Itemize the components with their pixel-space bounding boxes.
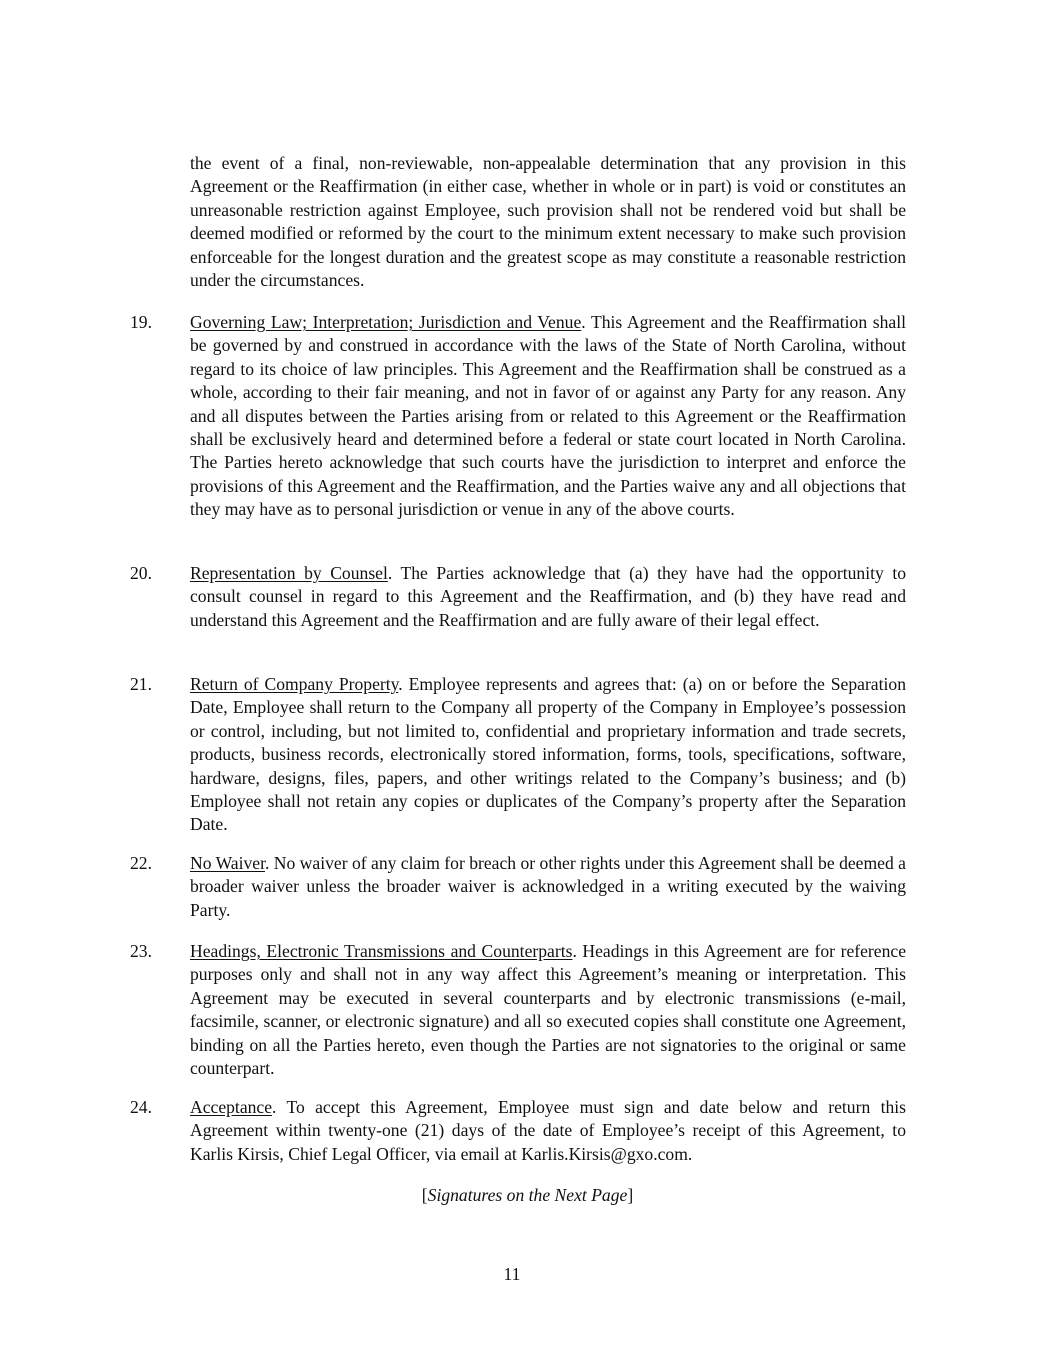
section-text: . Employee represents and agrees that: (a) on or before the Separation Date, Employee shall return to the Company all property of the Company in Employee’s possession or control, including, but not limited to, confidential and proprietary information and trade secrets, products, business records, electronically stored information, forms, tools, specifications, software, hardware, designs, files, papers, and other writings related to the Company’s business; and (b) Employee shall not retain any copies or duplicates of the Company’s property after the Separation Date.	[190, 674, 906, 835]
section-23	[130, 940, 906, 1080]
continued-paragraph: the event of a final, non-reviewable, non-appealable determination that any provision in this Agreement or the Reaffirmation (in either case, whether in whole or in part) is void or constitutes an unreasonable restriction against Employee, such provision shall not be rendered void but shall be deemed modified or reformed by the court to the minimum extent necessary to make such provision enforceable for the longest duration and the greatest scope as may constitute a reasonable restriction under the circumstances.	[190, 153, 906, 291]
section-21	[130, 673, 906, 837]
section-body	[190, 940, 906, 1080]
section-number: 22.	[130, 853, 152, 873]
section-body	[190, 673, 906, 837]
section-text: . The Parties acknowledge that (a) they have had the opportunity to consult counsel in regard to this Agreement and the Reaffirmation, and (b) they have read and understand this Agreement and the Reaffirmation and are fully aware of their legal effect.	[190, 563, 907, 630]
close-bracket: ]	[627, 1185, 634, 1205]
section-heading: Return of Company Property	[190, 674, 399, 694]
section-20	[130, 562, 906, 632]
section-heading: Headings, Electronic Transmissions and Counterparts	[190, 941, 573, 961]
page-number: 11	[503, 1264, 521, 1284]
section-heading: Representation by Counsel	[190, 563, 388, 583]
section-body	[190, 1096, 906, 1166]
section-22	[130, 852, 906, 922]
signature-page-note	[0, 1184, 1055, 1207]
section-number: 19.	[130, 312, 152, 332]
section-number: 24.	[130, 1097, 152, 1117]
signature-note-text: Signatures on the Next Page	[427, 1185, 628, 1205]
section-24	[130, 1096, 906, 1166]
section-body	[190, 311, 906, 522]
section-body	[190, 562, 906, 632]
section-number: 23.	[130, 941, 152, 961]
section-text: . To accept this Agreement, Employee must sign and date below and return this Agreement within twenty-one (21) days of the date of Employee’s receipt of this Agreement, to Karlis Kirsis, Chief Legal Officer, via email at Karlis.Kirsis@gxo.com.	[190, 1097, 906, 1164]
section-heading: Governing Law; Interpretation; Jurisdiction and Venue	[190, 312, 582, 332]
section-text: . Headings in this Agreement are for reference purposes only and shall not in any way affect this Agreement’s meaning or interpretation. This Agreement may be executed in several counterparts and by electronic transmissions (e-mail, facsimile, scanner, or electronic signature) and all so executed copies shall constitute one Agreement, binding on all the Parties hereto, even though the Parties are not signatories to the original or same counterpart.	[190, 941, 906, 1079]
open-bracket: [	[421, 1185, 428, 1205]
section-body	[190, 852, 906, 922]
section-number: 20.	[130, 563, 152, 583]
section-19	[130, 311, 906, 522]
section-text: . No waiver of any claim for breach or other rights under this Agreement shall be deemed a broader waiver unless the broader waiver is acknowledged in a writing executed by the waiving Party.	[190, 853, 906, 920]
section-heading: No Waiver	[190, 853, 265, 873]
section-text: . This Agreement and the Reaffirmation shall be governed by and construed in accordance with the laws of the State of North Carolina, without regard to its choice of law principles. This Agreement and the Reaffirmation shall be construed as a whole, according to their fair meaning, and not in favor of or against any Party for any reason. Any and all disputes between the Parties arising from or related to this Agreement or the Reaffirmation shall be exclusively heard and determined before a federal or state court located in North Carolina. The Parties hereto acknowledge that such courts have the jurisdiction to interpret and enforce the provisions of this Agreement and the Reaffirmation, and the Parties waive any and all objections that they may have as to personal jurisdiction or venue in any of the above courts.	[190, 312, 906, 520]
section-number: 21.	[130, 674, 152, 694]
section-heading: Acceptance	[190, 1097, 273, 1117]
